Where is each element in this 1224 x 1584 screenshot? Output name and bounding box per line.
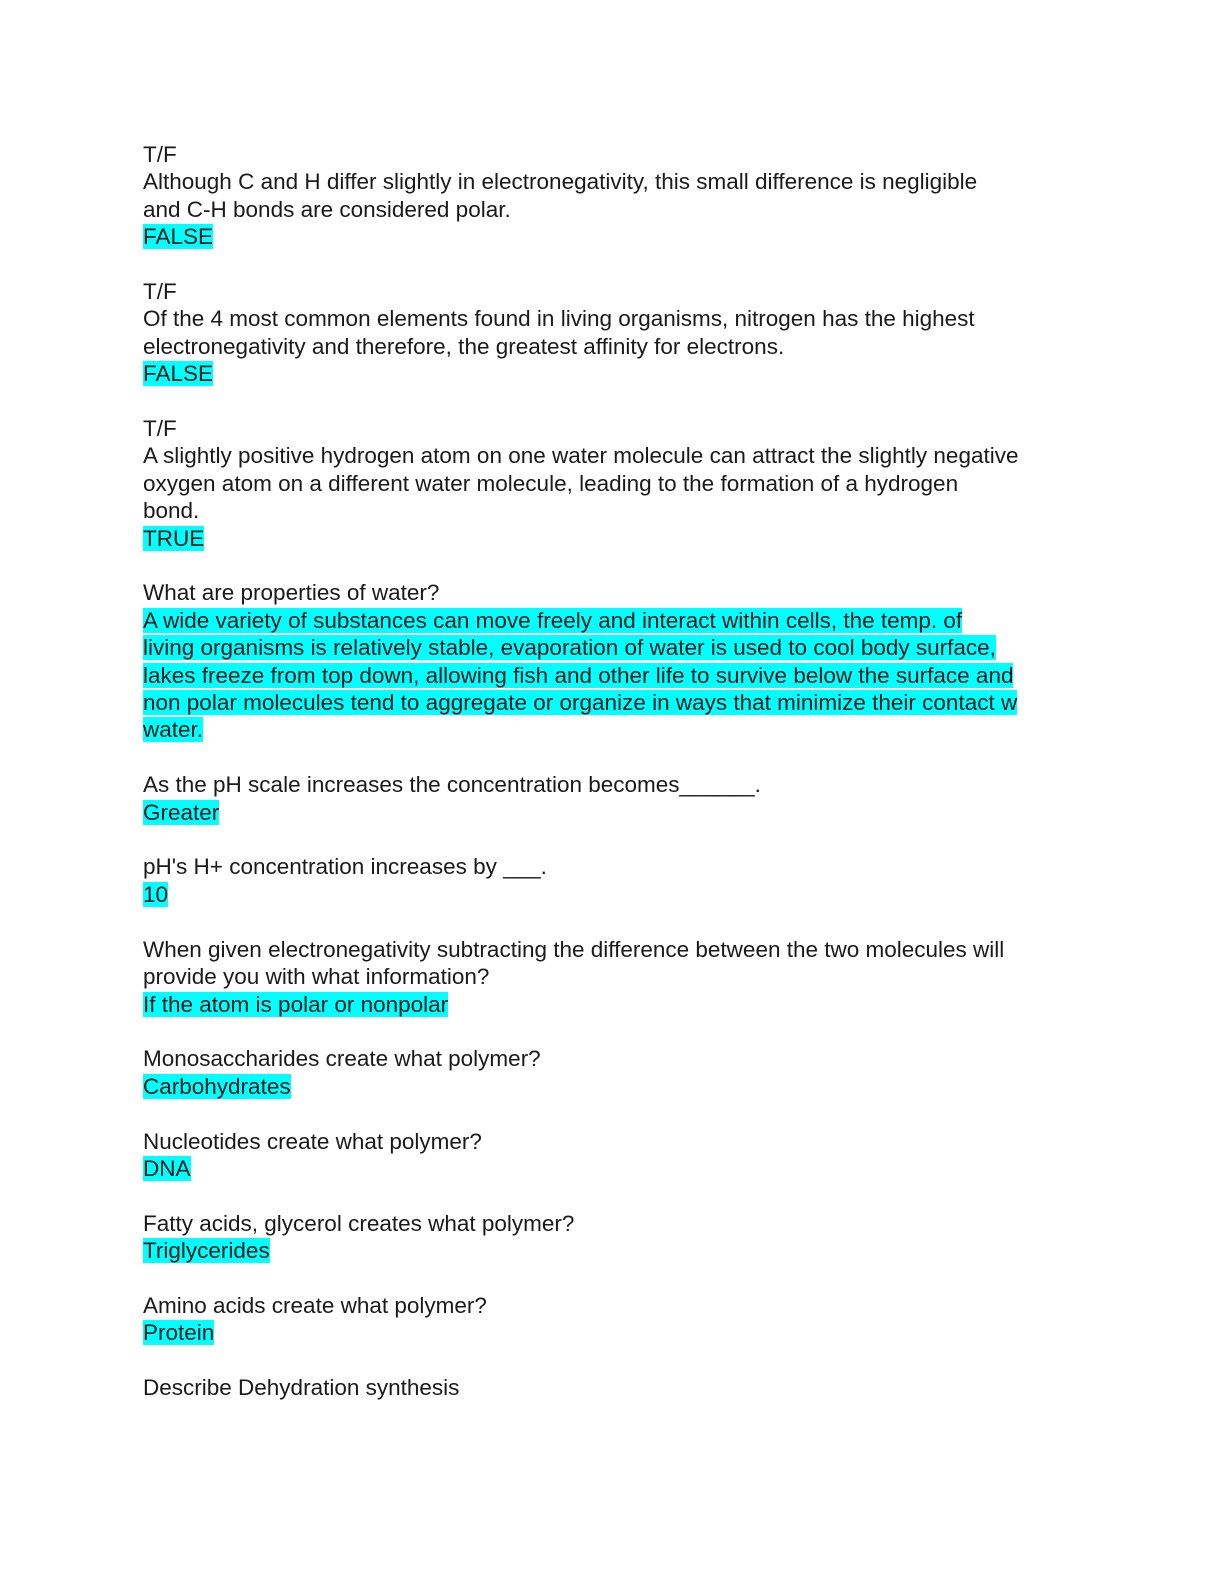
spacer (143, 908, 1083, 935)
document-page (143, 141, 1083, 1402)
spacer (143, 1182, 1083, 1209)
qa-item (143, 579, 1083, 743)
question-line: As the pH scale increases the concentration becomes______. (143, 772, 761, 798)
spacer (143, 1347, 1083, 1374)
answer-line: lakes freeze from top down, allowing fish and other life to survive below the surface and (143, 662, 1014, 688)
spacer (143, 552, 1083, 579)
answer (143, 1073, 1083, 1100)
spacer (143, 744, 1083, 771)
spacer (143, 826, 1083, 853)
qa-item (143, 853, 1083, 908)
question-line: Describe Dehydration synthesis (143, 1375, 460, 1401)
answer-line: Triglycerides (143, 1238, 270, 1264)
answer (143, 1237, 1083, 1264)
answer (143, 1155, 1083, 1182)
answer-line-wrap (143, 716, 1083, 743)
qa-item (143, 771, 1083, 826)
question-line: Monosaccharides create what polymer? (143, 1046, 541, 1072)
answer-line: Protein (143, 1320, 215, 1346)
answer-line-wrap (143, 634, 1083, 661)
answer-line: living organisms is relatively stable, evaporation of water is used to cool body surface, (143, 635, 996, 661)
answer-line: non polar molecules tend to aggregate or organize in ways that minimize their contact w (143, 690, 1018, 716)
question-line: provide you with what information? (143, 964, 490, 990)
question-line: oxygen atom on a different water molecule, leading to the formation of a hydrogen (143, 470, 959, 496)
answer-line: If the atom is polar or nonpolar (143, 991, 449, 1017)
answer (143, 525, 1083, 552)
qa-item (143, 278, 1083, 388)
question-line: and C-H bonds are considered polar. (143, 196, 511, 222)
spacer (143, 251, 1083, 278)
question-line: Fatty acids, glycerol creates what polymer? (143, 1210, 575, 1236)
question-line: pH's H+ concentration increases by ___. (143, 854, 547, 880)
answer-line-wrap (143, 689, 1083, 716)
question-line: Nucleotides create what polymer? (143, 1128, 482, 1154)
answer-line: TRUE (143, 525, 205, 551)
question-line: What are properties of water? (143, 580, 440, 606)
question-line: A slightly positive hydrogen atom on one water molecule can attract the slightly negative (143, 443, 1019, 469)
answer (143, 1319, 1083, 1346)
question-line: Of the 4 most common elements found in living organisms, nitrogen has the highest (143, 306, 975, 332)
question-line: T/F (143, 142, 177, 167)
qa-item (143, 936, 1083, 1018)
answer-line: water. (143, 717, 204, 743)
answer (143, 881, 1083, 908)
answer-line-wrap (143, 607, 1083, 634)
answer-line: Carbohydrates (143, 1073, 291, 1099)
spacer (143, 1018, 1083, 1045)
question-line: bond. (143, 498, 200, 524)
answer-line: FALSE (143, 361, 214, 387)
spacer (143, 1100, 1083, 1127)
answer-line-wrap (143, 662, 1083, 689)
answer (143, 991, 1083, 1018)
spacer (143, 388, 1083, 415)
answer (143, 799, 1083, 826)
qa-item (143, 1292, 1083, 1347)
answer-line: DNA (143, 1155, 191, 1181)
answer (143, 223, 1083, 250)
question-line: electronegativity and therefore, the greatest affinity for electrons. (143, 333, 785, 359)
question-line: T/F (143, 279, 177, 305)
question-line: Although C and H differ slightly in electronegativity, this small difference is negligible (143, 169, 978, 195)
answer-line: FALSE (143, 224, 214, 250)
question-line: T/F (143, 416, 177, 442)
question-line: Amino acids create what polymer? (143, 1292, 487, 1318)
answer (143, 360, 1083, 387)
qa-item (143, 415, 1083, 552)
answer-line: 10 (143, 881, 169, 907)
answer-line: Greater (143, 799, 220, 825)
qa-item (143, 141, 1083, 251)
spacer (143, 1265, 1083, 1292)
qa-item (143, 1210, 1083, 1265)
qa-item (143, 1128, 1083, 1183)
question-line: When given electronegativity subtracting the difference between the two molecules will (143, 936, 1005, 962)
answer-line: A wide variety of substances can move freely and interact within cells, the temp. of (143, 607, 963, 633)
qa-item (143, 1045, 1083, 1100)
qa-item (143, 1374, 1083, 1401)
